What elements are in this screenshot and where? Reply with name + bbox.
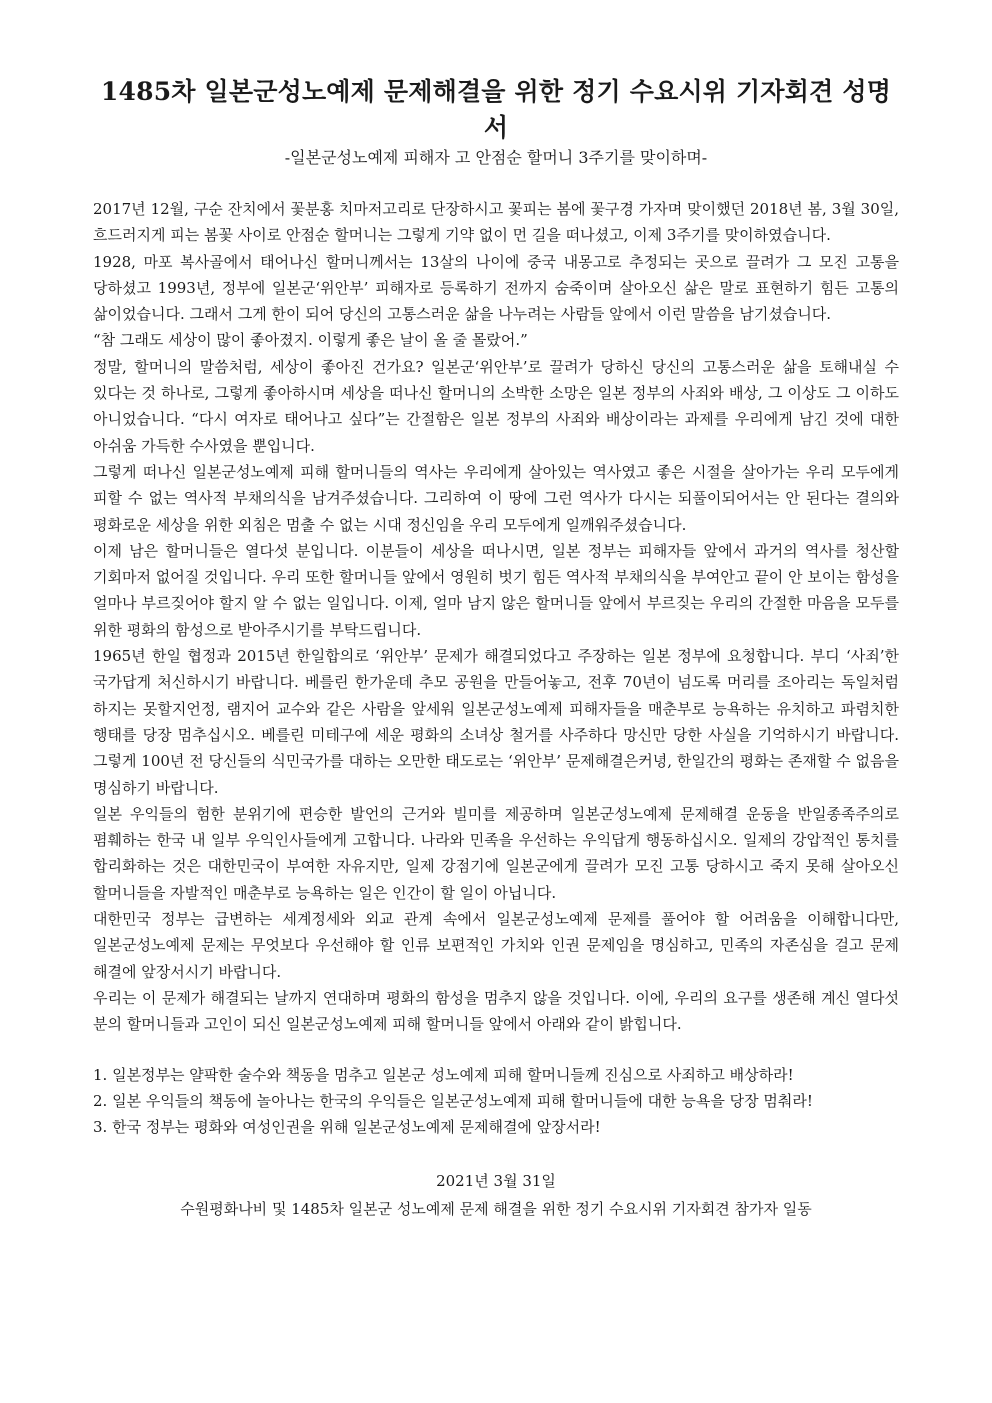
paragraph-quote: “참 그래도 세상이 많이 좋아졌지. 이렇게 좋은 날이 올 줄 몰랐어.” (93, 331, 528, 350)
document-title: 1485차 일본군성노예제 문제해결을 위한 정기 수요시위 기자회견 성명서 (100, 77, 892, 142)
demand-item: 3. 한국 정부는 평화와 여성인권을 위해 일본군성노예제 문제해결에 앞장서라! (93, 1118, 601, 1137)
paragraph: 이제 남은 할머니들은 열다섯 분입니다. 이분들이 세상을 떠나시면, 일본 정부는 피해자들 앞에서 과거의 역사를 청산할 기회마저 없어질 것입니다. 우리 또한 할머니들 앞에서 영원히 벗기 힘든 역사적 부채의식을 부여안고 끝이 안 보이는 함성을 얼마나 부르짖어야 할지 알 수 없는 일입니다. 이제, 얼마 남지 않은 할머니들 앞에서 부르짖는 우리의 간절한 마음을 모두를 위한 평화의 함성으로 받아주시기를 부탁드립니다. (93, 541, 899, 639)
statement-signature: 수원평화나비 및 1485차 일본군 성노예제 문제 해결을 위한 정기 수요시위 기자회견 참가자 일동 (180, 1200, 812, 1219)
statement-page (93, 74, 899, 1222)
demand-item: 2. 일본 우익들의 책동에 놀아나는 한국의 우익들은 일본군성노예제 피해 할머니들에 대한 능욕을 당장 멈춰라! (93, 1091, 813, 1110)
paragraph: 그렇게 떠나신 일본군성노예제 피해 할머니들의 역사는 우리에게 살아있는 역사였고 좋은 시절을 살아가는 우리 모두에게 피할 수 없는 역사적 부채의식을 남겨주셨습니다. 그리하여 이 땅에 그런 역사가 다시는 되풀이되어서는 안 된다는 결의와 평화로운 세상을 위한 외침은 멈출 수 없는 시대 정신임을 우리 모두에게 일깨워주셨습니다. (93, 462, 899, 534)
paragraph: 1928, 마포 복사골에서 태어나신 할머니께서는 13살의 나이에 중국 내몽고로 추정되는 곳으로 끌려가 그 모진 고통을 당하셨고 1993년, 정부에 일본군‘위안부’ 피해자로 등록하기 전까지 숨죽이며 살아오신 삶은 말로 표현하기 힘든 고통의 삶이었습니다. 그래서 그게 한이 되어 당신의 고통스러운 삶을 나누려는 사람들 앞에서 이런 말씀을 남기셨습니다. (93, 252, 899, 324)
demands-list (93, 1062, 899, 1141)
statement-date: 2021년 3월 31일 (436, 1172, 556, 1191)
paragraph: 대한민국 정부는 급변하는 세계정세와 외교 관계 속에서 일본군성노예제 문제를 풀어야 할 어려움을 이해합니다만, 일본군성노예제 문제는 무엇보다 우선해야 할 인류 보편적인 가치와 인권 문제임을 명심하고, 민족의 자존심을 걸고 문제 해결에 앞장서시기 바랍니다. (93, 910, 899, 981)
paragraph: 1965년 한일 협정과 2015년 한일합의로 ‘위안부’ 문제가 해결되었다고 주장하는 일본 정부에 요청합니다. 부디 ‘사죄’한 국가답게 처신하시기 바랍니다. 베를린 한가운데 추모 공원을 만들어놓고, 전후 70년이 넘도록 머리를 조아리는 독일처럼 하지는 못할지언정, 램지어 교수와 같은 사람을 앞세워 일본군성노예제 피해자들을 매춘부로 능욕하는 유치하고 파렴치한 행태를 당장 멈추십시오. 베를린 미테구에 세운 평화의 소녀상 철거를 사주하다 망신만 당한 사실을 기억하시기 바랍니다. 그렇게 100년 전 당신들의 식민국가를 대하는 오만한 태도로는 ‘위안부’ 문제해결은커녕, 한일간의 평화는 존재할 수 없음을 명심하기 바랍니다. (93, 647, 899, 797)
statement-body (93, 196, 899, 1038)
paragraph: 일본 우익들의 험한 분위기에 편승한 발언의 근거와 빌미를 제공하며 일본군성노예제 문제해결 운동을 반일종족주의로 폄훼하는 한국 내 일부 우익인사들에게 고합니다. 나라와 민족을 우선하는 우익답게 행동하십시오. 일제의 강압적인 통치를 합리화하는 것은 대한민국이 부여한 자유지만, 일제 강점기에 일본군에게 끌려가 모진 고통 당하시고 죽지 못해 살아오신 할머니들을 자발적인 매춘부로 능욕하는 일은 인간이 할 일이 아닙니다. (93, 804, 899, 902)
paragraph: 2017년 12월, 구순 잔치에서 꽃분홍 치마저고리로 단장하시고 꽃피는 봄에 꽃구경 가자며 맞이했던 2018년 봄, 3월 30일, 흐드러지게 피는 봄꽃 사이로 안점순 할머니는 그렇게 기약 없이 먼 길을 떠나셨고, 이제 3주기를 맞이하였습니다. (93, 200, 899, 245)
document-subtitle: -일본군성노예제 피해자 고 안점순 할머니 3주기를 맞이하며- (284, 148, 708, 167)
paragraph: 정말, 할머니의 말씀처럼, 세상이 좋아진 건가요? 일본군‘위안부’로 끌려가 당하신 당신의 고통스러운 삶을 토해내실 수 있다는 것 하나로, 그렇게 좋아하시며 세상을 떠나신 할머니의 소박한 소망은 일본 정부의 사죄와 배상, 그 이상도 그 이하도 아니었습니다. “다시 여자로 태어나고 싶다”는 간절함은 일본 정부의 사죄와 배상이라는 과제를 우리에게 남긴 것에 대한 아쉬움 가득한 수사였을 뿐입니다. (93, 357, 899, 455)
demand-item: 1. 일본정부는 얄팍한 술수와 책동을 멈추고 일본군 성노예제 피해 할머니들께 진심으로 사죄하고 배상하라! (93, 1065, 794, 1084)
paragraph: 우리는 이 문제가 해결되는 날까지 연대하며 평화의 함성을 멈추지 않을 것입니다. 이에, 우리의 요구를 생존해 계신 열다섯 분의 할머니들과 고인이 되신 일본군성노예제 피해 할머니들 앞에서 아래와 같이 밝힙니다. (93, 988, 899, 1034)
